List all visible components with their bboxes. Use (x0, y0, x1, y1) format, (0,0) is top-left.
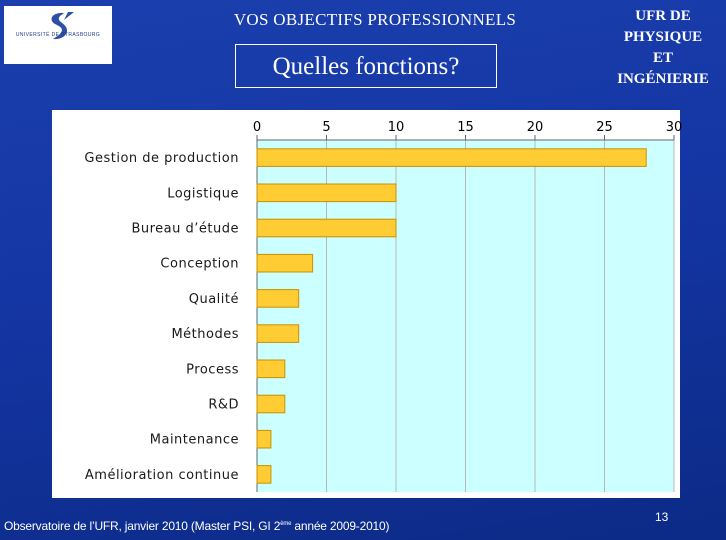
x-tick-label: 0 (252, 120, 262, 135)
x-tick-label: 15 (457, 120, 474, 135)
department-line: ET (652, 50, 673, 66)
category-label: Qualité (188, 291, 239, 307)
category-label: Amélioration continue (84, 467, 239, 483)
category-label: Bureau d’étude (131, 221, 239, 237)
bar (257, 254, 313, 272)
category-label: Gestion de production (84, 151, 239, 167)
bar (257, 466, 271, 484)
x-tick-label: 20 (526, 120, 544, 135)
bar (257, 325, 299, 343)
page-subtitle: Quelles fonctions? (235, 44, 497, 88)
department-line: PHYSIQUE (623, 29, 703, 45)
source-text-end: année 2009-2010) (291, 519, 390, 533)
bar (257, 360, 285, 378)
x-tick-label: 25 (596, 120, 613, 135)
bar (257, 149, 646, 167)
x-tick-label: 10 (387, 120, 405, 135)
x-tick-label: 5 (322, 120, 331, 135)
page-title: VOS OBJECTIFS PROFESSIONNELS (233, 10, 517, 29)
x-tick-label: 30 (665, 120, 683, 135)
bar (257, 430, 271, 448)
source-superscript: ème (280, 521, 292, 527)
university-logo-text: UNIVERSITÉ DE STRASBOURG (15, 32, 101, 38)
source-text: Observatoire de l’UFR, janvier 2010 (Master PSI, GI 2 (4, 519, 281, 533)
department-name (600, 6, 726, 90)
bar-chart-svg (52, 110, 683, 498)
university-logo (4, 6, 112, 64)
department-line: UFR DE (635, 8, 691, 24)
bar-chart (52, 110, 683, 498)
category-label: R&D (208, 397, 239, 413)
category-label: Méthodes (171, 327, 239, 343)
department-line: INGÉNIERIE (617, 71, 709, 87)
source-note (4, 519, 389, 533)
bar (257, 290, 299, 308)
bar (257, 184, 396, 202)
category-label: Maintenance (149, 432, 239, 448)
bar (257, 395, 285, 413)
page-number: 13 (655, 510, 669, 524)
category-label: Logistique (167, 186, 239, 202)
category-label: Conception (160, 256, 239, 272)
category-label: Process (186, 362, 239, 378)
bar (257, 219, 396, 237)
